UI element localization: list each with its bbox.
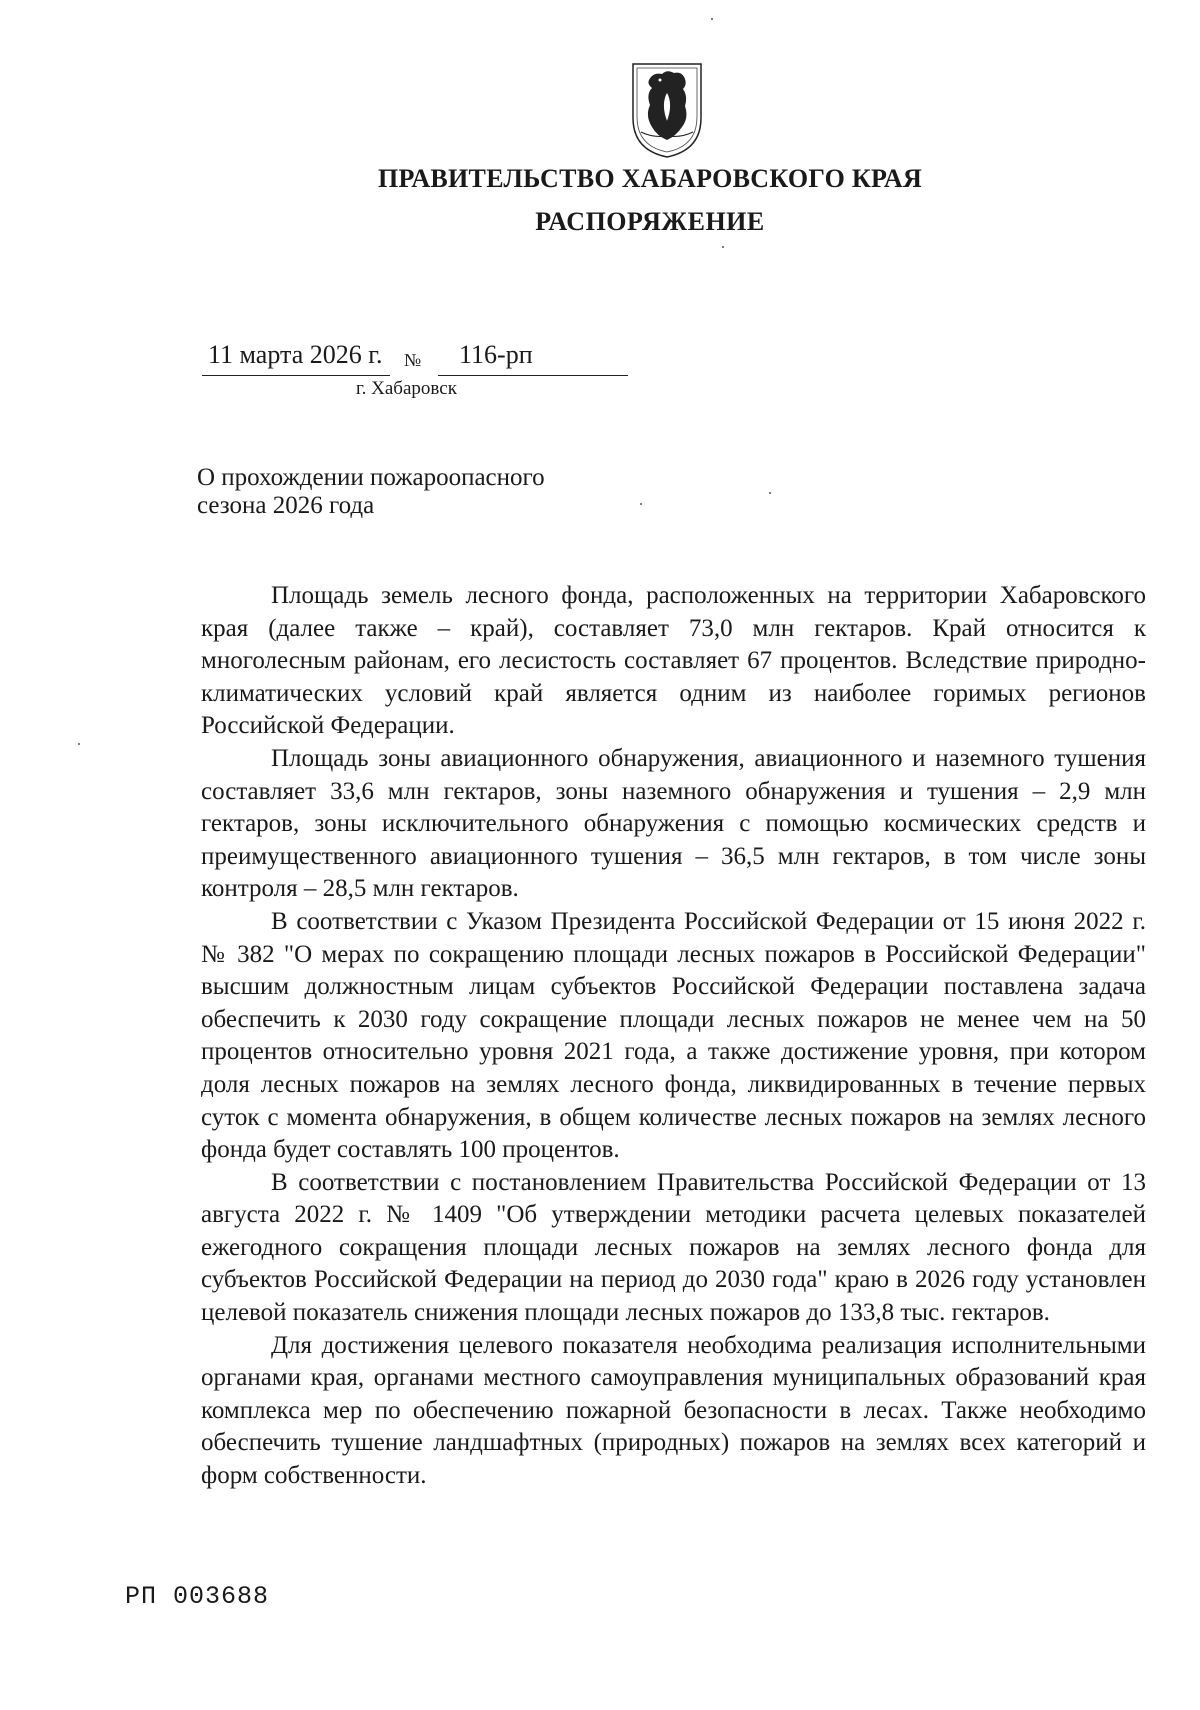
subject-line-1: О прохождении пожароопасного xyxy=(197,464,545,491)
document-number: 116-рп xyxy=(459,340,533,369)
scan-speck xyxy=(640,503,642,505)
scan-speck xyxy=(769,492,771,494)
document-city: г. Хабаровск xyxy=(356,378,457,399)
body-paragraph-5: Для достижения целевого показателя необходима реализация исполнительными органами края, органами местного самоуправления муниципальных образований края комплекса мер по обеспечению пожарной безопасности в лесах. Также необходимо обеспечить тушение ландшафтных (природных) пожаров на землях всех категорий и форм собственности. xyxy=(201,1331,1146,1490)
subject-line-2: сезона 2026 года xyxy=(197,492,375,519)
body-paragraph-1: Площадь земель лесного фонда, расположенных на территории Хабаровского края (далее также – край), составляет 73,0 млн гектаров. Край относится к многолесным районам, его лесистость составляет 67 процентов. Вследствие природно-климатических условий край является одним из наиболее горимых регионов Российской Федерации. xyxy=(201,582,1146,740)
registration-line xyxy=(202,340,628,380)
organization-title: ПРАВИТЕЛЬСТВО ХАБАРОВСКОГО КРАЯ xyxy=(377,164,923,193)
document-subject xyxy=(197,464,545,520)
khabarovsk-coat-of-arms-icon xyxy=(629,60,705,160)
scan-speck xyxy=(722,246,724,248)
document-body xyxy=(201,580,1146,1493)
scan-speck xyxy=(711,18,713,20)
body-paragraph-4: В соответствии с постановлением Правительства Российской Федерации от 13 августа 2022 г. № 1409 "Об утверждении методики расчета целевых показателей ежегодного сокращения площади лесных пожаров на землях лесного фонда для субъектов Российской Федерации на период до 2030 года" краю в 2026 году установлен целевой показатель снижения площади лесных пожаров до 133,8 тыс. гектаров. xyxy=(201,1168,1146,1327)
body-paragraph-3: В соответствии с Указом Президента Российской Федерации от 15 июня 2022 г. № 382 "О мерах по сокращению площади лесных пожаров в Российской Федерации" высшим должностным лицам субъектов Российской Федерации поставлена задача обеспечить к 2030 году сокращение площади лесных пожаров не менее чем на 50 процентов относительно уровня 2021 года, а также достижение уровня, при котором доля лесных пожаров на землях лесного фонда, ликвидированных в течение первых суток с момента обнаружения, в общем количестве лесных пожаров на землях лесного фонда будет составлять 100 процентов. xyxy=(201,907,1146,1164)
number-sign: № xyxy=(404,350,422,370)
document-date: 11 марта 2026 г. xyxy=(208,340,383,369)
scan-speck xyxy=(78,743,80,745)
date-underline xyxy=(202,375,390,376)
body-paragraph-2: Площадь зоны авиационного обнаружения, авиационного и наземного тушения составляет 33,6 млн гектаров, зоны наземного обнаружения и тушения – 2,9 млн гектаров, зоны исключительного обнаружения с помощью космических средств и преимущественного авиационного тушения – 36,5 млн гектаров, в том числе зоны контроля – 28,5 млн гектаров. xyxy=(201,744,1146,903)
number-underline xyxy=(438,375,628,376)
document-type-title: РАСПОРЯЖЕНИЕ xyxy=(535,207,765,236)
form-code: РП 003688 xyxy=(125,1582,270,1611)
